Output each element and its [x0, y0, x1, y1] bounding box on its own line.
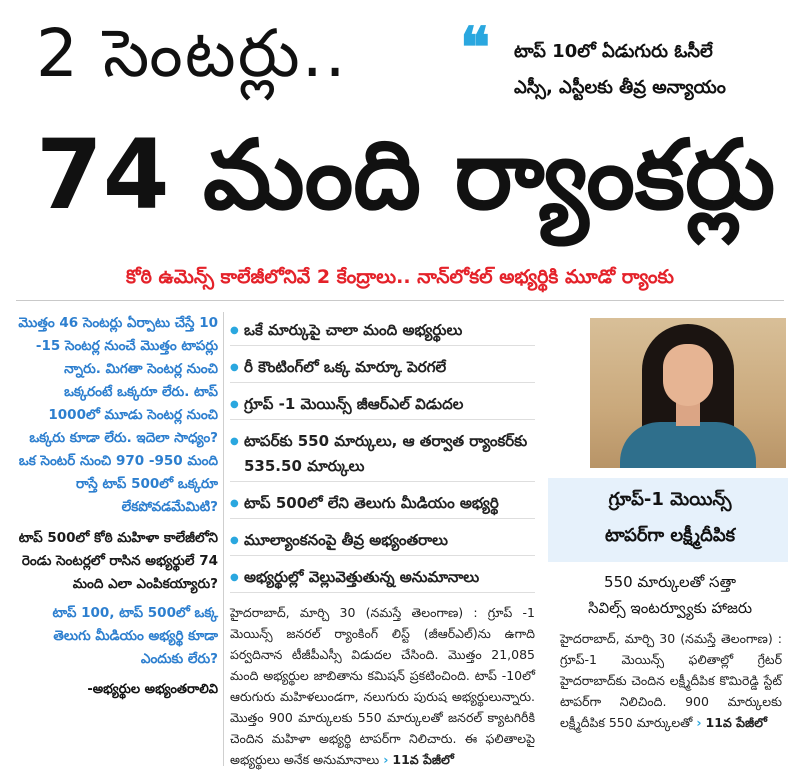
highlights-list	[230, 318, 535, 593]
side-story-headline-line-1: గ్రూప్-1 మెయిన్స్	[608, 489, 732, 510]
column-divider	[223, 312, 224, 766]
main-story-body	[230, 602, 535, 770]
side-story-body	[560, 628, 782, 733]
side-deck-line-2: ఎస్సీ, ఎస్టీలకు తీవ్ర అన్యాయం	[514, 77, 726, 98]
main-story-text: హైదరాబాద్, మార్చి 30 (నమస్తే తెలంగాణ) : గ్రూప్ -1 మెయిన్స్ జనరల్ ర్యాంకింగ్ లిస్ట్ (జీఆర్ఎల్)ను ఉగాది పర్వదినాన టీజీపీఎస్సీ విడుదల చేసింది. మొత్తం 21,085 మంది అభ్యర్థుల జాబితాను కమిషన్ ప్రకటించింది. టాప్ -10లో ఆరుగురు మహిళలుండగా, నలుగురు పురుష అభ్యర్థులున్నారు. మొత్తం 900 మార్కులకు 550 మార్కులతో జనరల్ క్యాటగిరీకి చెందిన మహిళా అభ్యర్థి టాపర్‌గా నిలిచారు. ఈ ఫలితాలపై అభ్యర్థులు అనేక అనుమానాలు	[230, 605, 535, 767]
headline-line-2: 74 మంది ర్యాంకర్లు	[36, 119, 776, 231]
continue-arrow-icon: ›	[383, 752, 389, 767]
person-portrait-icon	[663, 344, 713, 406]
divider	[16, 300, 784, 301]
side-story-headline	[560, 482, 780, 554]
left-column	[18, 312, 218, 701]
side-story-text: హైదరాబాద్, మార్చి 30 (నమస్తే తెలంగాణ) : గ్రూప్-1 మెయిన్స్ ఫలితాల్లో గ్రేటర్ హైదరాబాద్‌కు చెందిన లక్ష్మీదీపిక కొమిరెడ్డి స్టేట్ టాపర్‌గా నిలిచింది. 900 మార్కులకు లక్ష్మీదీపిక 550 మార్కులతో	[560, 631, 782, 730]
pull-quote-2: టాప్ 500లో కోఠి మహిళా కాలేజీలోని రెండు సెంటర్లలో రాసిన అభ్యర్థులే 74 మంది ఎలా ఎంపికయ్యారు?	[18, 530, 218, 592]
strapline: కోఠి ఉమెన్స్ కాలేజీలోనివే 2 కేంద్రాలు.. నాన్‌లోకల్ అభ్యర్థికి మూడో ర్యాంకు	[126, 266, 674, 288]
pull-quote-1: మొత్తం 46 సెంటర్లు ఏర్పాటు చేస్తే 10 -15 సెంటర్ల నుంచే మొత్తం టాపర్లు న్నారు. మిగతా సెంటర్ల నుంచి ఒక్కరంటే ఒక్కరూ లేరు. టాప్ 1000లో మూడు సెంటర్ల నుంచి ఒక్కరు కూడా లేరు. ఇదెలా సాధ్యం? ఒక సెంటర్ నుంచి 970 -950 మంది రాస్తే టాప్ 500లో ఒక్కరూ లేకపోవడమేమిటి?	[18, 315, 218, 515]
signoff: -అభ్యర్థుల అభ్యంతరాలివి	[87, 682, 218, 697]
side-story-subhead-2: సివిల్స్ ఇంటర్వ్యూకు హాజరు	[587, 599, 753, 617]
side-deck	[514, 34, 784, 106]
pull-quote-3: టాప్ 100, టాప్ 500లో ఒక్క తెలుగు మీడియం అభ్యర్థి కూడా ఎందుకు లేరు?	[52, 605, 218, 667]
highlight-item: ● టాపర్‌కు 550 మార్కులు, ఆ తర్వాత ర్యాంకర్‌కు 535.50 మార్కులు	[230, 429, 535, 482]
side-deck-line-1: టాప్ 10లో ఏడుగురు ఓసీలే	[514, 41, 713, 62]
headline-line-1: 2 సెంటర్లు..	[36, 15, 348, 92]
continued-on-link[interactable]: 11వ పేజీలో	[705, 715, 768, 730]
continued-on-link[interactable]: 11వ పేజీలో	[392, 752, 454, 767]
topper-photo	[590, 318, 786, 468]
highlight-item: ● అభ్యర్థుల్లో వెల్లువెత్తుతున్న అనుమానాలు	[230, 565, 535, 593]
highlight-item: ● గ్రూప్ -1 మెయిన్స్ జీఆర్ఎల్ విడుదల	[230, 392, 535, 420]
continue-arrow-icon: ›	[696, 715, 702, 730]
side-story-subhead-1: 550 మార్కులతో సత్తా	[604, 573, 736, 591]
highlight-item: ● ఒకే మార్కుపై చాలా మంది అభ్యర్థులు	[230, 318, 535, 346]
quote-mark-icon: ❝	[460, 15, 491, 81]
highlight-item: ● రీ కౌంటింగ్‌లో ఒక్క మార్కూ పెరగలే	[230, 355, 535, 383]
side-story-headline-line-2: టాపర్‌గా లక్ష్మీదీపిక	[604, 525, 736, 546]
middle-column	[230, 318, 535, 770]
highlight-item: ● టాప్ 500లో లేని తెలుగు మీడియం అభ్యర్థి	[230, 491, 535, 519]
highlight-item: ● మూల్యాంకనంపై తీవ్ర అభ్యంతరాలు	[230, 528, 535, 556]
